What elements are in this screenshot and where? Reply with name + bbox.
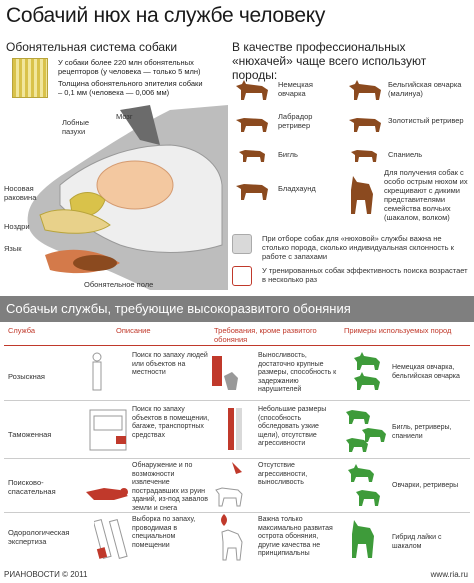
breed-label: Бигль	[278, 150, 298, 159]
test-tubes-icon	[94, 518, 130, 562]
footer-brand: РИАНОВОСТИ © 2011	[4, 570, 88, 579]
col-requirements: Требования, кроме развитого обоняния	[214, 326, 317, 344]
training-dog-icon	[232, 266, 252, 286]
calm-dog-icon	[212, 460, 252, 510]
label-brain: Мозг	[116, 112, 133, 121]
row-breeds: Бигль, ретриверы, спаниели	[392, 424, 452, 440]
golden-retriever-icon	[345, 110, 385, 134]
legend-line-2: Толщина обонятельного эпителия собаки – 0,1 мм (человека — 0,006 мм)	[58, 79, 203, 97]
hybrid-icon	[346, 516, 386, 562]
label-nasal-turbinate: Носовая раковина	[4, 184, 37, 202]
anatomy-heading: Обонятельная система собаки	[6, 40, 178, 54]
breed-label: Лабрадор ретривер	[278, 112, 313, 130]
german-shepherd-icon	[232, 78, 272, 102]
labrador-icon	[232, 110, 272, 134]
row-description: Поиск по запаху объектов в помещении, багаже, транспортных средствах	[132, 406, 210, 439]
header-divider	[4, 345, 470, 346]
service-name: Розыскная	[8, 372, 45, 381]
row-breeds: Гибрид лайки с шакалом	[392, 534, 442, 550]
row-breeds: Немецкая овчарка, бельгийская овчарка	[392, 364, 460, 380]
chase-icon	[210, 352, 242, 392]
services-table-header: Собачьи службы, требующие высокоразвитого обоняния	[0, 296, 474, 322]
breed-label: Золотистый ретривер	[388, 116, 464, 125]
breed-label: Немецкая овчарка	[278, 80, 313, 98]
spaniel-icon	[348, 144, 380, 164]
label-frontal-sinus: Лобные пазухи	[62, 118, 90, 136]
row-divider	[4, 400, 470, 401]
receptor-legend-text	[58, 58, 208, 97]
row-requirements: Выносливость, достаточно крупные размеры, способность к задержанию нарушителей	[258, 352, 337, 393]
label-tongue: Язык	[4, 244, 22, 253]
shepherd-icon	[350, 350, 384, 394]
breed-label: Спаниель	[388, 150, 423, 159]
label-olfactory-field: Обонятельное поле	[84, 280, 154, 289]
wolf-icon	[345, 172, 379, 216]
row-requirements: Небольшие размеры (способность обследовать узкие щели), отсутствие агрессивности	[258, 406, 327, 447]
row-description: Выборка по запаху, проводимая в специальном помещении	[132, 516, 196, 549]
bloodhound-icon	[232, 176, 272, 202]
row-breeds: Овчарки, ретриверы	[392, 482, 459, 489]
service-name: Таможенная	[8, 430, 52, 439]
receptor-legend-swatch	[12, 58, 48, 98]
col-breeds: Примеры используемых пород	[344, 326, 452, 335]
malinois-icon	[345, 78, 385, 102]
service-name: Поисково-спасательная	[8, 478, 56, 496]
col-service: Служба	[8, 326, 36, 335]
row-description: Обнаружение и по возможности извлечение пострадавших из руин зданий, из-под завалов земли и снега	[132, 462, 209, 512]
footer-url: www.ria.ru	[430, 570, 468, 579]
breed-label: Бладхаунд	[278, 184, 316, 193]
fingerprint-icon	[232, 234, 252, 254]
label-nostrils: Ноздри	[4, 222, 30, 231]
info-text: У тренированных собак эффективность поиска возрастает в несколько раз	[262, 266, 468, 284]
small-dogs-icon	[342, 404, 390, 454]
info-text: При отборе собак для «нюховой» службы важна не столько порода, сколько индивидуальная склонность к работе с запахами	[262, 234, 454, 261]
legend-line-1: У собаки более 220 млн обонятельных рецепторов (у человека — только 5 млн)	[58, 58, 201, 76]
page-title: Собачий нюх на службе человеку	[6, 4, 326, 27]
olfactory-mucosa	[73, 255, 117, 271]
info-row-individual	[232, 234, 468, 261]
row-divider	[4, 458, 470, 459]
sniffing-dog-icon	[214, 512, 250, 564]
row-requirements: Важна только максимально развитая острота обоняния, другие качества не принципиальны	[258, 516, 333, 557]
col-description: Описание	[116, 326, 151, 335]
rescue-icon	[84, 470, 132, 506]
breed-label: Бельгийская овчарка (малинуа)	[388, 80, 462, 98]
bus-icon	[88, 408, 128, 456]
row-description: Поиск по запаху людей или объектов на местности	[132, 352, 208, 376]
gap-icon	[226, 406, 246, 452]
breeds-heading: В качестве профессиональных «нюхачей» чаще всего используют породы:	[232, 40, 427, 82]
person-icon	[88, 352, 106, 392]
row-requirements: Отсутствие агрессивности, выносливость	[258, 462, 308, 486]
beagle-icon	[236, 144, 268, 164]
brain-shape	[97, 161, 173, 209]
service-name: Одорологическая экспертиза	[8, 528, 70, 546]
shepherds-retriever-icon	[344, 462, 388, 510]
info-row-training	[232, 266, 468, 284]
breed-label: Для получения собак с особо острым нюхом их скрещивают с дикими представителями семейства волчьих (шакалом, волком)	[384, 168, 468, 222]
